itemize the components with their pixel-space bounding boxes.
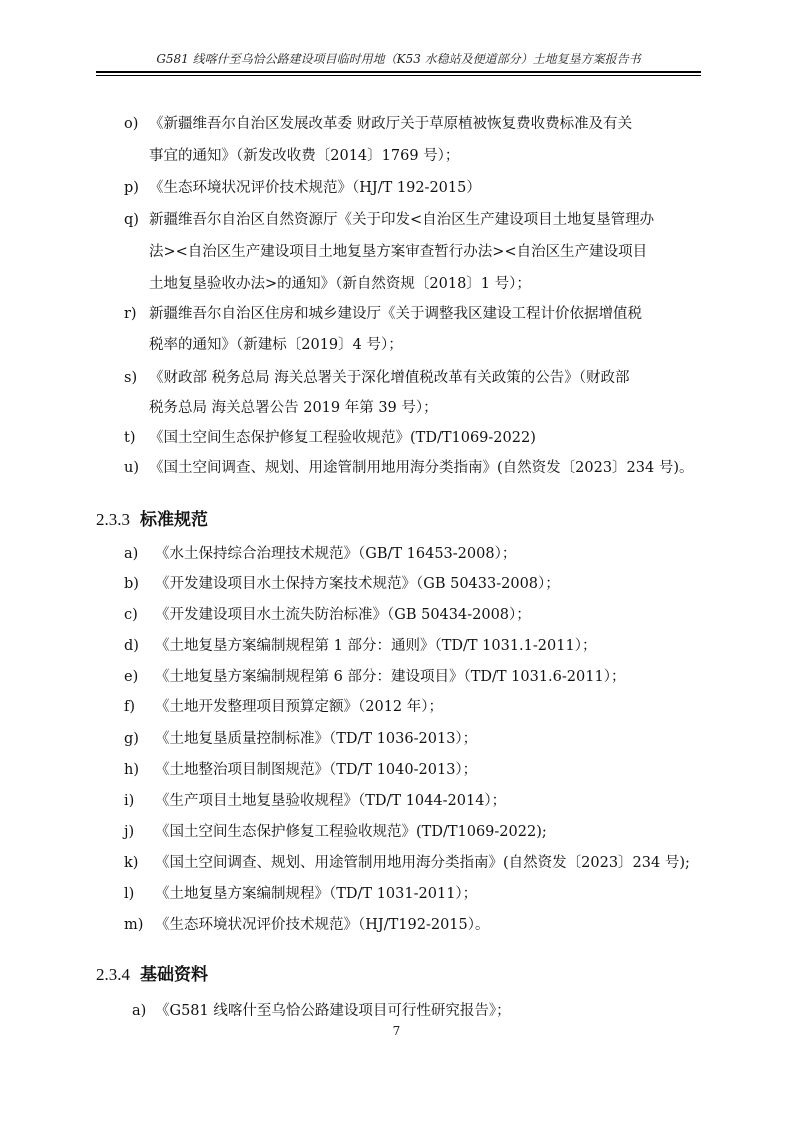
item-text-continued: 税务总局 海关总署公告 2019 年第 39 号）；: [149, 400, 438, 416]
item-label: g): [124, 731, 139, 747]
item-label: a): [124, 546, 139, 562]
item-label: s): [124, 370, 138, 386]
item-text-continued: 税率的通知》（新建标〔2019〕4 号）；: [149, 337, 403, 353]
item-label: a): [132, 1003, 147, 1019]
item-label: p): [124, 180, 139, 196]
running-header: G581 线喀什至乌恰公路建设项目临时用地（K53 水稳站及便道部分）土地复垦方案报告书: [156, 52, 641, 66]
item-text: 新疆维吾尔自治区自然资源厅《关于印发<自治区生产建设项目土地复垦管理办: [149, 212, 655, 228]
item-label: u): [124, 460, 139, 476]
item-text: 《新疆维吾尔自治区发展改革委 财政厅关于草原植被恢复费收费标准及有关: [149, 116, 633, 132]
item-label: r): [124, 306, 137, 322]
page-number: 7: [392, 1024, 401, 1038]
item-label: q): [124, 212, 139, 228]
item-text: 新疆维吾尔自治区住房和城乡建设厅《关于调整我区建设工程计价依据增值税: [149, 306, 642, 322]
item-text: 《土地整治项目制图规范》（TD/T 1040-2013）；: [155, 762, 478, 778]
item-label: i): [124, 793, 135, 809]
section-number: 2.3.4: [96, 965, 130, 984]
item-label: e): [124, 669, 139, 685]
item-text: 《国土空间生态保护修复工程验收规范》(TD/T1069-2022): [149, 430, 536, 446]
item-text: 《G581 线喀什至乌恰公路建设项目可行性研究报告》；: [155, 1003, 511, 1019]
header-rule-thick: [96, 71, 701, 73]
item-text: 《土地复垦方案编制规程》（TD/T 1031-2011）；: [155, 886, 478, 902]
item-text: 《生态环境状况评价技术规范》（HJ/T192-2015）。: [155, 917, 490, 933]
item-label: b): [124, 576, 139, 592]
section-title: 标准规范: [140, 510, 208, 530]
item-label: d): [124, 638, 139, 654]
section-number: 2.3.3: [96, 510, 130, 529]
section-title: 基础资料: [140, 965, 208, 985]
item-text-continued: 事宜的通知》（新发改收费〔2014〕1769 号）；: [149, 148, 460, 164]
item-text: 《国土空间调查、规划、用途管制用地用海分类指南》(自然资发〔2023〕234 号);: [155, 855, 690, 871]
item-label: h): [124, 762, 139, 778]
item-label: m): [124, 917, 144, 933]
item-text: 《土地复垦方案编制规程第 1 部分：通则》（TD/T 1031.1-2011）；: [155, 638, 597, 654]
item-text: 《开发建设项目水土保持方案技术规范》（GB 50433-2008）；: [155, 576, 560, 592]
item-text: 《水土保持综合治理技术规范》（GB/T 16453-2008）；: [155, 546, 517, 562]
item-text: 《生产项目土地复垦验收规程》（TD/T 1044-2014）；: [155, 793, 507, 809]
item-label: k): [124, 855, 139, 871]
item-label: o): [124, 116, 139, 132]
item-text-continued: 土地复垦验收办法>的通知》（新自然资规〔2018〕1 号）；: [149, 276, 531, 292]
item-text: 《生态环境状况评价技术规范》（HJ/T 192-2015）: [149, 180, 481, 196]
item-text: 《土地复垦质量控制标准》（TD/T 1036-2013）；: [155, 731, 478, 747]
item-label: j): [124, 824, 135, 840]
item-text: 《土地复垦方案编制规程第 6 部分：建设项目》（TD/T 1031.6-2011）；: [155, 669, 626, 685]
item-text: 《土地开发整理项目预算定额》（2012 年）；: [155, 699, 444, 715]
item-label: l): [124, 886, 135, 902]
item-text: 《国土空间生态保护修复工程验收规范》(TD/T1069-2022);: [155, 824, 547, 840]
section-heading: [96, 506, 208, 534]
item-label: c): [124, 607, 138, 623]
item-text-continued: 法><自治区生产建设项目土地复垦方案审查暂行办法><自治区生产建设项目: [149, 244, 648, 260]
item-label: f): [124, 699, 136, 715]
item-label: t): [124, 430, 136, 446]
item-text: 《开发建设项目水土流失防治标准》（GB 50434-2008）；: [155, 607, 531, 623]
item-text: 《国土空间调查、规划、用途管制用地用海分类指南》(自然资发〔2023〕234 号)。: [149, 460, 694, 476]
header-rule-thin: [96, 75, 701, 76]
section-heading: [96, 961, 208, 989]
item-text: 《财政部 税务总局 海关总署关于深化增值税改革有关政策的公告》（财政部: [149, 370, 630, 386]
